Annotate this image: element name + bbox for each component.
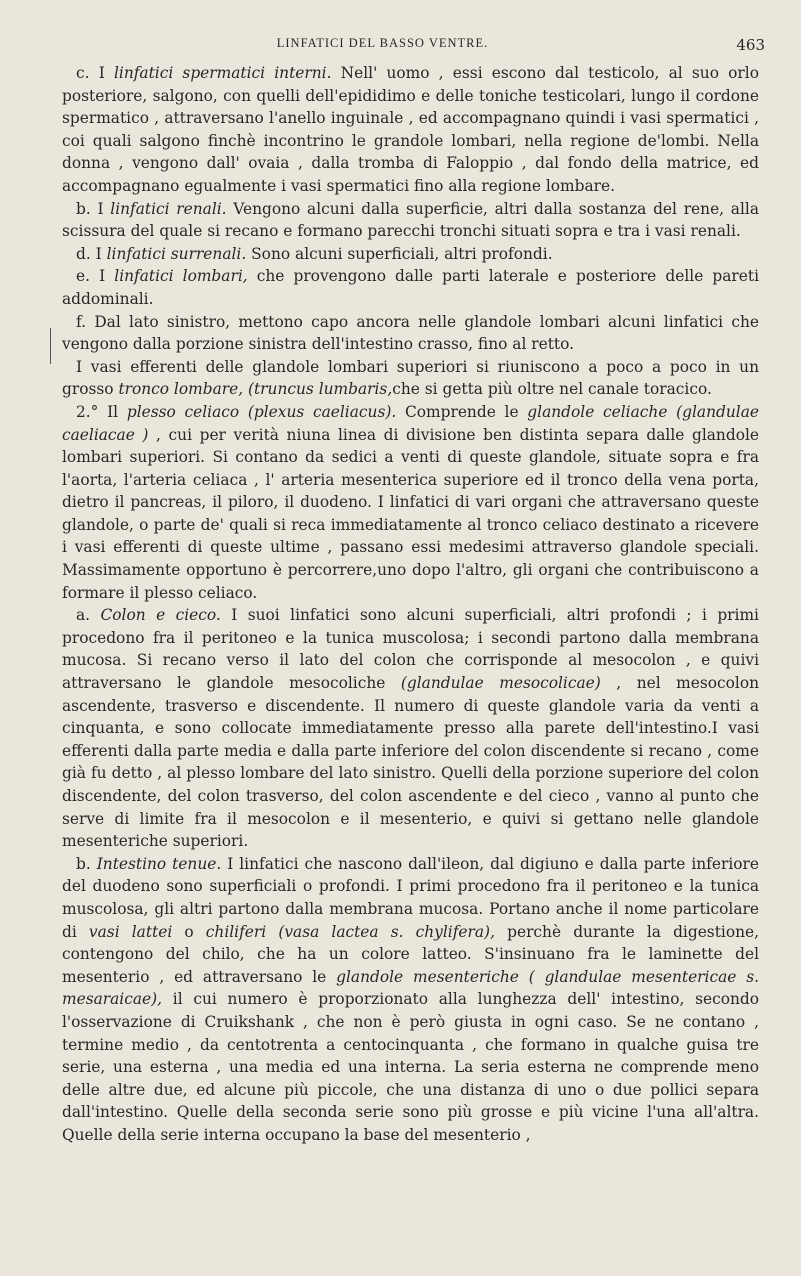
- text-run: f. Dal lato sinistro, mettono capo ancora nelle glandole lombari alcuni linfatici che vengono dalla porzione sinistra dell'intestino crasso, fino al retto.: [62, 312, 759, 354]
- paragraph: [62, 265, 759, 310]
- paragraph: [62, 243, 759, 266]
- text-run: I suoi linfatici sono alcuni superficiali, altri profondi ; i primi procedono fra il peritoneo e la tunica muscolosa; i secondi partono dalla membrana mucosa. Si recano verso il lato del colon che corrisponde al mesocolon , e quivi attraversano le glandole mesocoliche: [62, 606, 759, 693]
- paragraph: [62, 401, 759, 604]
- italic-run: Colon e cieco.: [100, 606, 221, 625]
- italic-run: Intestino tenue.: [96, 854, 222, 873]
- text-run: b.: [76, 854, 97, 873]
- italic-run: linfatici renali.: [110, 199, 227, 218]
- text-run: a.: [76, 606, 101, 625]
- text-run: d. I: [76, 244, 107, 263]
- text-run: , cui per verità niuna linea di divisione ben distinta separa dalle glandole lombari superiori. Si contano da sedici a venti di queste glandole, situate sopra e fra l'aorta, l'arteria celiaca , l' arteria mesenterica superiore ed il tronco della vena porta, dietro il pancreas, il piloro, il duodeno. I linfatici di vari organi che attraversano queste glandole, o parte de' quali si reca immediatamente al tronco celiaco destinato a ricevere i vasi efferenti di queste ultime , passano essi medesimi attraverso glandole speciali. Massimamente opportuno è percorrere,uno dopo l'altro, gli organi che contribuiscono a formare il plesso celiaco.: [62, 425, 759, 602]
- text-run: 2.° Il: [76, 402, 127, 421]
- paragraph: [62, 604, 759, 853]
- italic-run: vasi lattei: [88, 922, 173, 941]
- text-run: perchè durante la digestione, contengono del chilo, che ha un colore latteo. S'insinuano fra le laminette del mesenterio , ed attraversano le: [62, 922, 759, 986]
- italic-run: linfatici surrenali.: [106, 244, 247, 263]
- text-run: il cui numero è proporzionato alla lunghezza dell' intestino, secondo l'osservazione di Cruikshank , che non è però giusta in ogni caso. Se ne contano , termine medio , da centotrenta a centocinquanta , che formano in qualche guisa tre serie, una esterna , una media ed una interna. La seria esterna ne comprende meno delle altre due, ed alcune più piccole, che una distanza di uno o due pollici separa dall'intestino. Quelle della seconda serie sono più grosse e più vicine l'una all'altra. Quelle della serie interna occupano la base del mesenterio ,: [62, 990, 759, 1144]
- text-run: e. I: [76, 267, 115, 286]
- text-run: Sono alcuni superficiali, altri profondi.: [246, 244, 553, 263]
- text-run: che si getta più oltre nel canale toracico.: [392, 380, 712, 399]
- text-run: Comprende le: [396, 402, 528, 421]
- italic-run: tronco lombare, (truncus lumbaris,: [118, 380, 393, 399]
- italic-run: glandole celiache (glandulae caeliacae ): [62, 402, 759, 444]
- text-run: I linfatici che nascono dall'ileon, dal digiuno e dalla parte inferiore del duodeno sono superficiali o profondi. I primi procedono fra il peritoneo e la tunica muscolosa, gli altri partono dalla membrana mucosa. Portano anche il nome particolare di: [62, 854, 759, 941]
- italic-run: plesso celiaco (plexus caeliacus).: [126, 402, 397, 421]
- italic-run: chiliferi (vasa lactea s. chylifera),: [205, 922, 495, 941]
- body-text: [62, 62, 759, 1147]
- paragraph: [62, 853, 759, 1147]
- margin-rule: [50, 328, 51, 364]
- text-run: , nel mesocolon ascendente, trasverso e discendente. Il numero di queste glandole varia da venti a cinquanta, e sono collocate immediatamente presso alla parete dell'intestino.I vasi efferenti dalla parte media e dalla parte inferiore del colon discendente si recano , come già fu detto , al plesso lombare del lato sinistro. Quelli della porzione superiore del colon discendente, del colon trasverso, del colon ascendente e del cieco , vanno al punto che serve di limite fra il mesocolon e il mesenterio, e quivi si gettano nelle glandole mesenteriche superiori.: [62, 674, 760, 851]
- paragraph: [62, 198, 759, 243]
- running-head: [0, 36, 765, 56]
- italic-run: linfatici lombari,: [114, 267, 248, 286]
- text-run: o: [172, 922, 206, 941]
- italic-run: linfatici spermatici interni.: [113, 64, 332, 82]
- paragraph: [62, 311, 759, 356]
- text-run: che provengono dalle parti laterale e posteriore delle pareti addominali.: [62, 267, 759, 308]
- text-run: Vengono alcuni dalla superficie, altri dalla sostanza del rene, alla scissura del quale si recano e formano parecchi tronchi situati sopra e tra i vasi renali.: [62, 199, 759, 241]
- italic-run: glandole mesenteriche ( glandulae mesentericae s. mesaraicae),: [62, 967, 760, 1009]
- page-number: 463: [736, 36, 765, 54]
- paragraph: [62, 62, 759, 198]
- italic-run: (glandulae mesocolicae): [400, 674, 601, 693]
- paragraph: [62, 356, 759, 401]
- running-title: LINFATICI DEL BASSO VENTRE.: [276, 36, 489, 50]
- text-run: I vasi efferenti delle glandole lombari superiori si riuniscono a poco a poco in un grosso: [62, 357, 759, 399]
- text-run: b. I: [76, 199, 111, 218]
- text-run: c. I: [76, 64, 114, 82]
- text-run: Nell' uomo , essi escono dal testicolo, al suo orlo posteriore, salgono, con quelli dell'epididimo e delle toniche testicolari, lungo il cordone spermatico , attraversano l'anello inguinale , ed accompagnano quindi i vasi spermatici , coi quali salgono finchè incontrino le grandole lombari, nella regione de'lombi. Nella donna , vengono dall' ovaia , dalla tromba di Faloppio , dal fondo della matrice, ed accompagnano egualmente i vasi spermatici fino alla regione lombare.: [62, 64, 759, 195]
